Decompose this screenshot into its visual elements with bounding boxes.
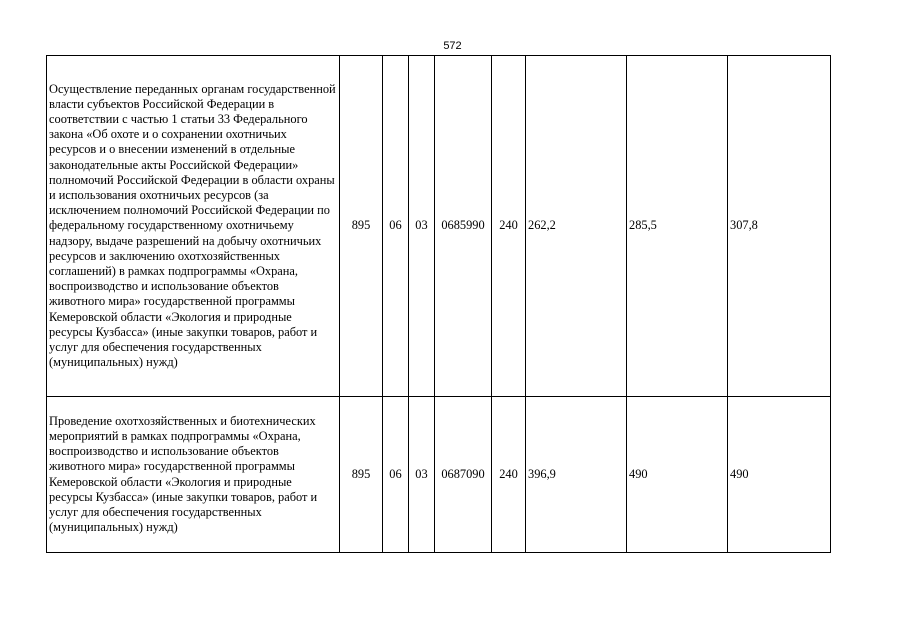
ministry-code-cell: 895 xyxy=(340,397,383,553)
target-article-cell: 0687090 xyxy=(435,397,492,553)
row-description: Проведение охотхозяйственных и биотехнических мероприятий в рамках подпрограммы «Охрана, воспроизводство и использование объектов животного мира» государственной программы Кемеровской области «Экология и природные ресурсы Кузбасса» (иные закупки товаров, работ и услуг для обеспечения государственных (муниципальных) нужд) xyxy=(47,397,340,553)
target-article-cell: 0685990 xyxy=(435,56,492,397)
section-cell: 06 xyxy=(383,397,409,553)
amount-year-2-cell: 285,5 xyxy=(627,56,728,397)
ministry-code-cell: 895 xyxy=(340,56,383,397)
expense-type-cell: 240 xyxy=(492,397,526,553)
amount-year-2-cell: 490 xyxy=(627,397,728,553)
subsection-cell: 03 xyxy=(409,397,435,553)
expense-type-cell: 240 xyxy=(492,56,526,397)
page-number: 572 xyxy=(443,40,462,52)
table-row xyxy=(47,397,831,553)
subsection-cell: 03 xyxy=(409,56,435,397)
budget-table xyxy=(46,55,831,553)
row-description: Осуществление переданных органам государственной власти субъектов Российской Федерации в соответствии с частью 1 статьи 33 Федерального закона «Об охоте и о сохранении охотничьих ресурсов и о внесении изменений в отдельные законодательные акты Российской Федерации» полномочий Российской Федерации в области охраны и использования охотничьих ресурсов (за исключением полномочий Российской Федерации по федеральному государственному охотничьему надзору, выдаче разрешений на добычу охотничьих ресурсов и заключению охотхозяйственных соглашений) в рамках подпрограммы «Охрана, воспроизводство и использование объектов животного мира» государственной программы Кемеровской области «Экология и природные ресурсы Кузбасса» (иные закупки товаров, работ и услуг для обеспечения государственных (муниципальных) нужд) xyxy=(47,56,340,397)
amount-year-1-cell: 396,9 xyxy=(526,397,627,553)
amount-year-1-cell: 262,2 xyxy=(526,56,627,397)
table-row xyxy=(47,56,831,397)
section-cell: 06 xyxy=(383,56,409,397)
amount-year-3-cell: 490 xyxy=(728,397,831,553)
amount-year-3-cell: 307,8 xyxy=(728,56,831,397)
